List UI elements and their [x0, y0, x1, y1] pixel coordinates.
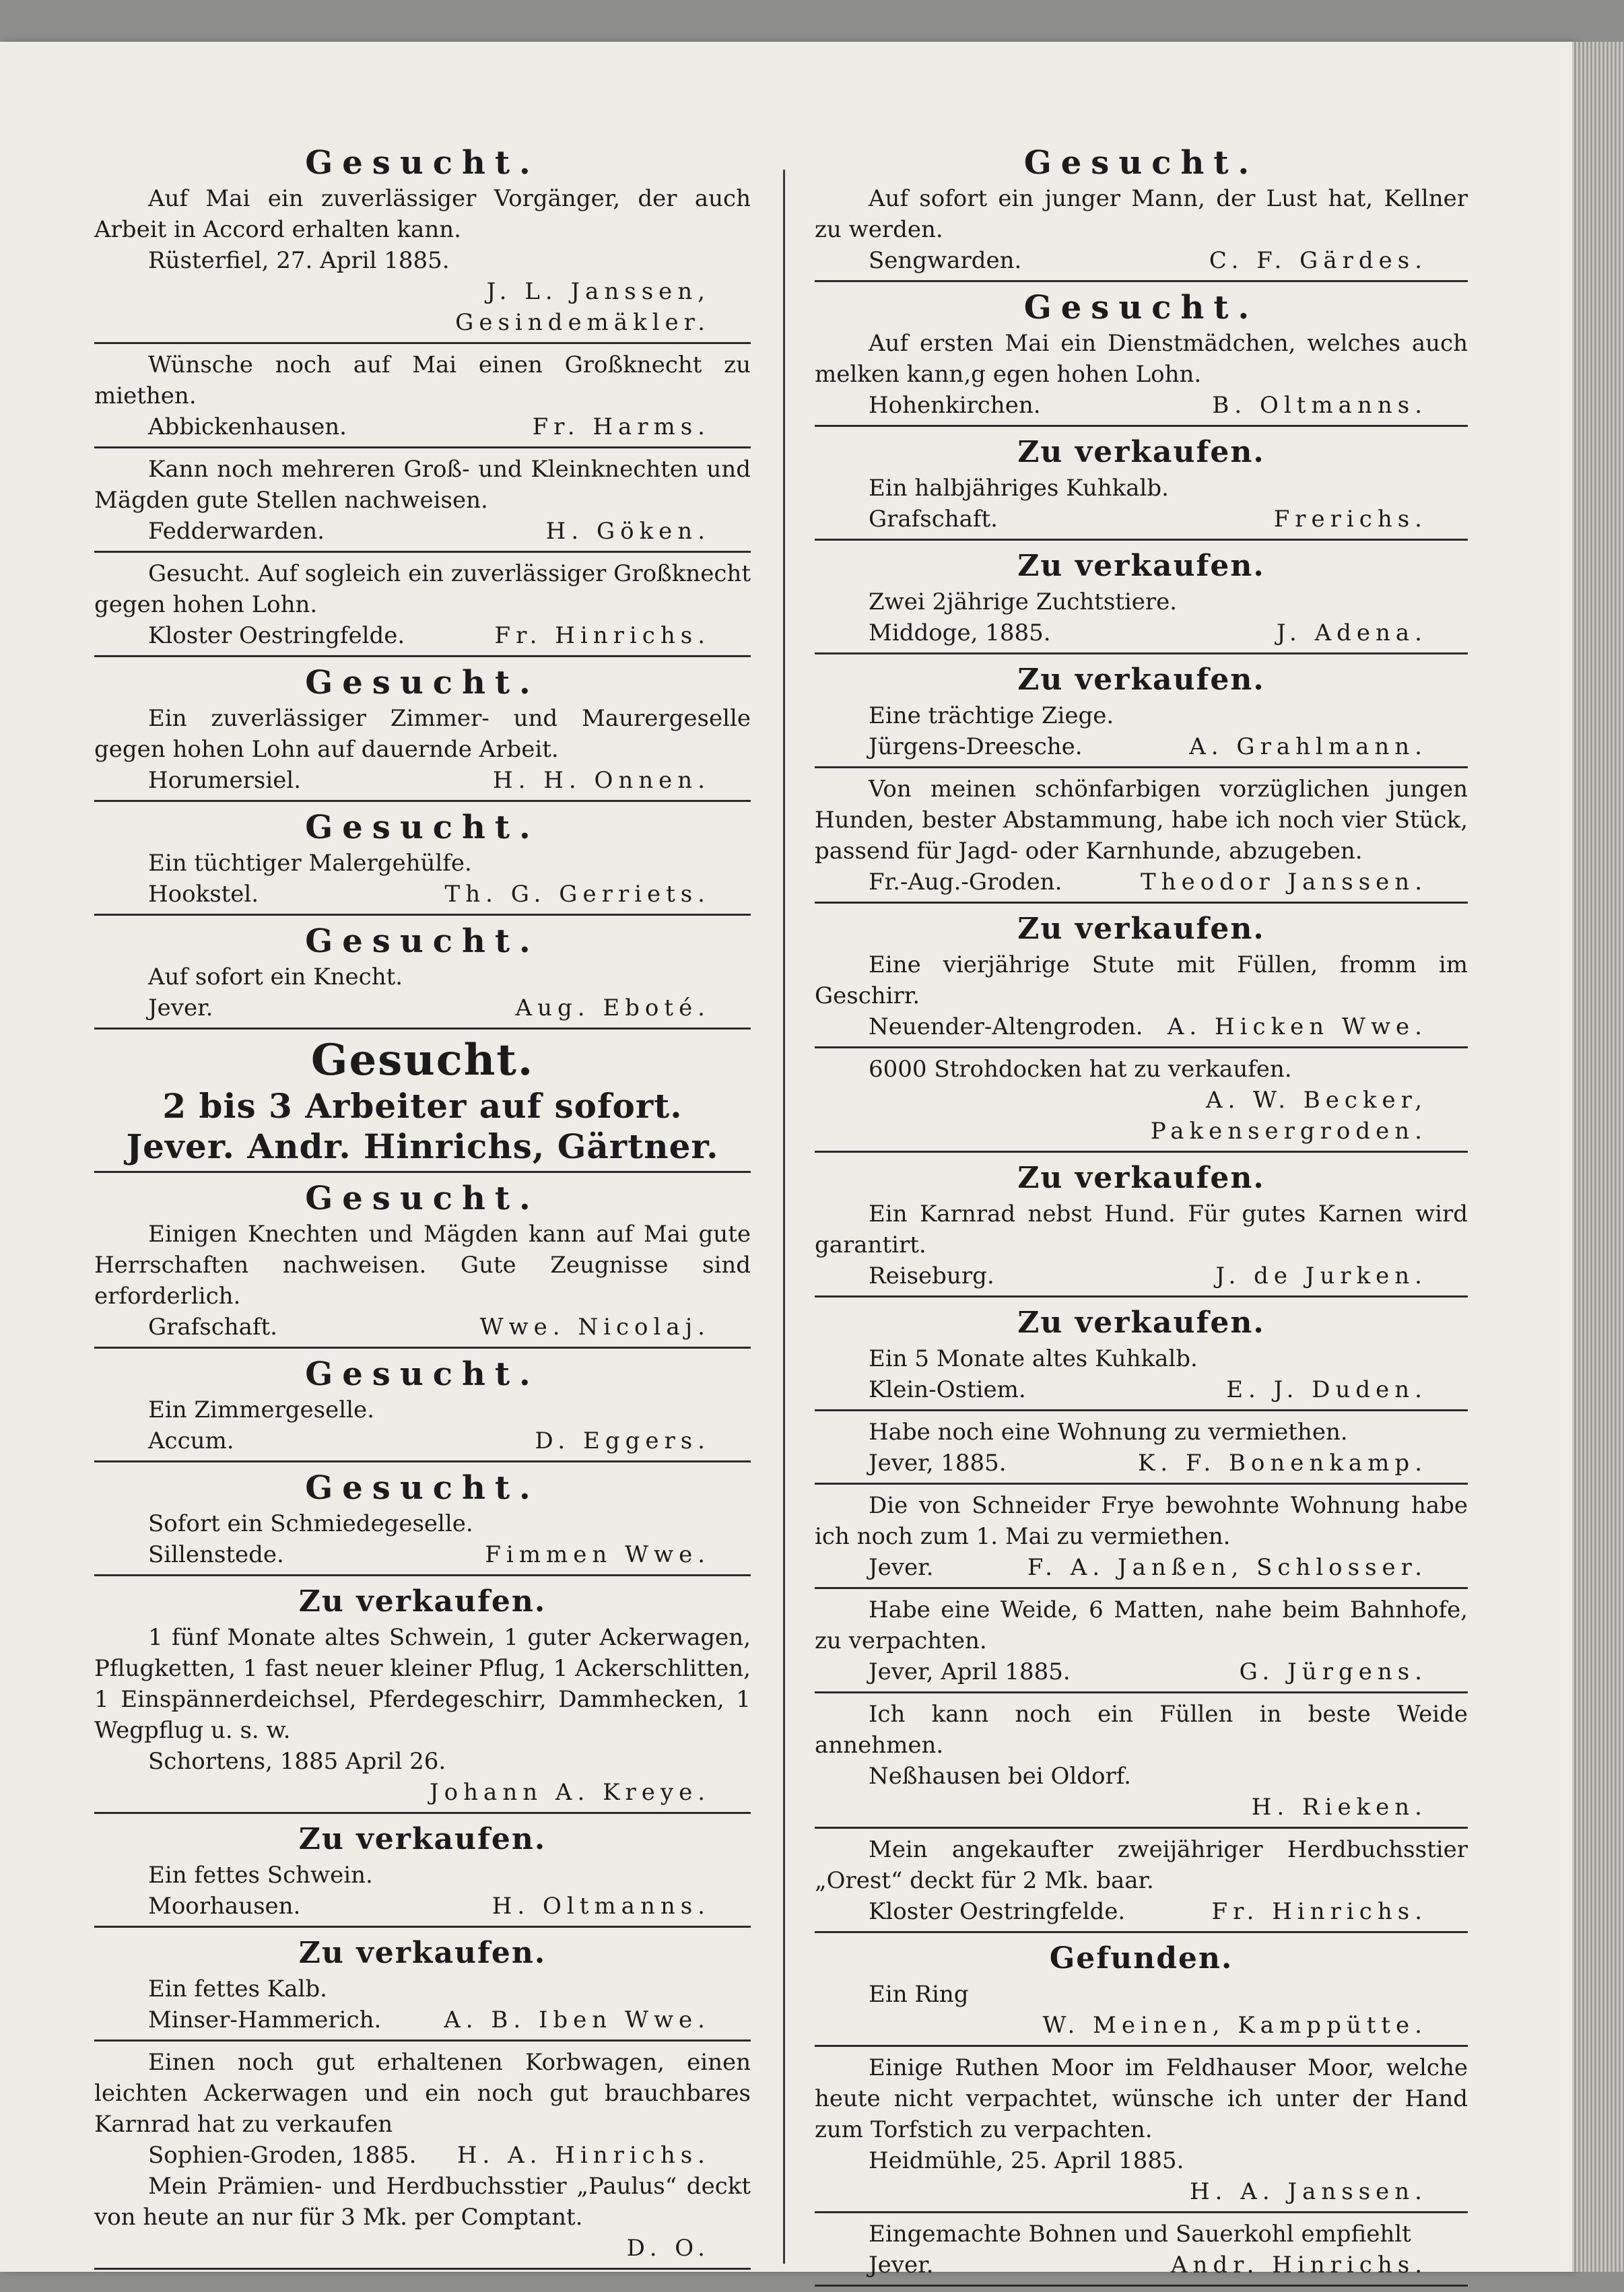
ad-signature: Johann A. Kreye. [430, 1779, 710, 1806]
advertisement [815, 1699, 1468, 1823]
ad-rule [815, 280, 1468, 282]
ad-rule [815, 1827, 1468, 1829]
ad-text: Mein angekaufter zweijähriger Herdbuchsstier „Orest“ deckt für 2 Mk. baar. [815, 1836, 1468, 1894]
ad-place: Grafschaft. [869, 506, 998, 533]
ad-text: Zwei 2jährige Zuchtstiere. [869, 588, 1178, 615]
ad-name: Fimmen Wwe. [485, 1541, 710, 1568]
ad-text: Mein Prämien- und Herdbuchsstier „Paulus“ deckt von heute an nur für 3 Mk. per Comptant. [94, 2173, 751, 2231]
advertisement [94, 349, 751, 442]
advertisement [815, 2219, 1468, 2281]
ad-signature-line [94, 2004, 751, 2035]
ad-signature: J. L. Janssen, [486, 278, 710, 305]
ad-place: Sillenstede. [148, 1541, 284, 1568]
advertisement [815, 1834, 1468, 1927]
ad-place: Sophien-Groden, 1885. [148, 2142, 417, 2169]
ad-rule [815, 1691, 1468, 1693]
ad-place: Jever. [148, 995, 213, 1021]
ad-rule [815, 902, 1468, 904]
ad-signature: H. A. Janssen. [1190, 2178, 1427, 2205]
advertisement [94, 807, 751, 910]
ad-rule [815, 1483, 1468, 1485]
advertisement [815, 2052, 1468, 2207]
advertisement [815, 1054, 1468, 1147]
ad-place: Neuender-Altengroden. [869, 1013, 1143, 1040]
advertisement [94, 921, 751, 1023]
ad-rule [94, 1812, 751, 1814]
ad-place: Moorhausen. [148, 1893, 301, 1920]
ad-heading: Gesucht. [305, 1180, 540, 1217]
ad-rule [815, 2211, 1468, 2213]
ad-rule [815, 1295, 1468, 1297]
ad-signature: H. Rieken. [1251, 1794, 1427, 1821]
left-column [94, 143, 751, 2275]
ad-text: Ein halbjähriges Kuhkalb. [869, 475, 1169, 502]
ad-name: A. Hicken Wwe. [1167, 1013, 1427, 1040]
advertisement [815, 1417, 1468, 1479]
advertisement [94, 1819, 751, 1922]
ad-text: 1 fünf Monate altes Schwein, 1 guter Ackerwagen, Pflugketten, 1 fast neuer kleiner Pflug, 1 Ackerschlitten, 1 Einspännerdeichsel, Pferdegeschirr, Dammhecken, 1 Wegpflug u. s. w. [94, 1624, 751, 1744]
ad-name: K. F. Bonenkamp. [1138, 1450, 1427, 1477]
ad-place: Hookstel. [148, 881, 259, 908]
ad-place: Accum. [148, 1427, 234, 1454]
ad-name: G. Jürgens. [1239, 1658, 1427, 1685]
advertisement [94, 1468, 751, 1570]
ad-text: Eingemachte Bohnen und Sauerkohl empfiehlt [869, 2221, 1411, 2248]
ad-heading: Gesucht. [310, 1035, 535, 1085]
advertisement [815, 1939, 1468, 2041]
advertisement [94, 1582, 751, 1808]
ad-text: 6000 Strohdocken hat zu verkaufen. [869, 1056, 1292, 1083]
ad-text: Auf ersten Mai ein Dienstmädchen, welches auch melken kann,g egen hohen Lohn. [815, 330, 1468, 388]
advertisement [94, 1354, 751, 1456]
ad-text: Ein fettes Schwein. [148, 1862, 373, 1889]
ad-signature-line [94, 992, 751, 1023]
advertisement [94, 2047, 751, 2264]
ad-signature-line [94, 1312, 751, 1343]
ad-name: J. de Jurken. [1215, 1262, 1427, 1289]
ad-text: Neßhausen bei Oldorf. [869, 1763, 1131, 1790]
ad-signature: W. Meinen, Kamppütte. [1042, 2012, 1427, 2039]
ad-signature: Pakensergroden. [1150, 1118, 1427, 1145]
ad-text: Habe eine Weide, 6 Matten, nahe beim Bahnhofe, zu verpachten. [815, 1596, 1468, 1654]
ad-rule [815, 652, 1468, 654]
ad-rule [815, 2045, 1468, 2047]
advertisement [815, 660, 1468, 762]
advertisement [94, 454, 751, 547]
ad-heading: Gefunden. [1049, 1941, 1233, 1976]
ad-place: Horumersiel. [148, 767, 302, 794]
ad-signature-line [815, 1896, 1468, 1927]
ad-signature-line [815, 1260, 1468, 1291]
ad-signature-line [94, 620, 751, 651]
ad-text: Ein fettes Kalb. [148, 1976, 327, 2002]
ad-place: Klein-Ostiem. [869, 1376, 1026, 1403]
ad-signature-line [815, 245, 1468, 276]
ad-rule [94, 551, 751, 553]
ad-heading: Zu verkaufen. [298, 1584, 547, 1619]
ad-rule [815, 2285, 1468, 2287]
ad-heading: Gesucht. [305, 664, 540, 702]
ad-rule [94, 1027, 751, 1030]
ad-place: Sengwarden. [869, 247, 1022, 274]
advertisement [94, 663, 751, 796]
ad-heading: Zu verkaufen. [1017, 1161, 1265, 1195]
ad-place: Kloster Oestringfelde. [869, 1898, 1126, 1925]
ad-name: Fr. Hinrichs. [494, 622, 710, 649]
ad-heading: Gesucht. [305, 809, 540, 846]
ad-rule [94, 2040, 751, 2042]
right-column [815, 143, 1468, 2292]
ad-rule [815, 1587, 1468, 1589]
advertisement [94, 1178, 751, 1343]
advertisement [815, 143, 1468, 276]
ad-place: Jever. [869, 2252, 934, 2279]
ad-text: Eine trächtige Ziege. [869, 702, 1114, 729]
ad-name: Frerichs. [1273, 506, 1427, 533]
ad-signature-line [815, 1656, 1468, 1687]
ad-signature-line [815, 1374, 1468, 1405]
ad-name: H. A. Hinrichs. [456, 2142, 710, 2169]
advertisement [815, 1490, 1468, 1583]
ad-text: Ein tüchtiger Malergehülfe. [148, 850, 472, 877]
advertisement [815, 1303, 1468, 1405]
ad-place: Fr.-Aug.-Groden. [869, 869, 1062, 896]
ad-heading: Zu verkaufen. [1017, 1306, 1265, 1340]
ad-signature-line [815, 1448, 1468, 1479]
ad-signature-line [94, 879, 751, 910]
ad-text: Ich kann noch ein Füllen in beste Weide annehmen. [815, 1701, 1468, 1759]
ad-signature-line [815, 731, 1468, 762]
ad-place: Reiseburg. [869, 1262, 994, 1289]
advertisement [815, 546, 1468, 648]
ad-place: Minser-Hammerich. [148, 2007, 382, 2033]
ad-rule [94, 655, 751, 657]
ad-rule [94, 1347, 751, 1349]
ad-heading: Gesucht. [305, 144, 540, 182]
ad-rule [815, 539, 1468, 541]
ad-signature-line [815, 390, 1468, 421]
ad-rule [94, 1171, 751, 1173]
ad-rule [94, 914, 751, 916]
ad-rule [94, 800, 751, 802]
ad-place: Kloster Oestringfelde. [148, 622, 405, 649]
ad-subheading: 2 bis 3 Arbeiter auf sofort. [162, 1086, 683, 1126]
ad-name: C. F. Gärdes. [1209, 247, 1427, 274]
ad-place: Middoge, 1885. [869, 619, 1051, 646]
ad-text: Einen noch gut erhaltenen Korbwagen, einen leichten Ackerwagen und ein noch gut brauchbares Karnrad hat zu verkaufen [94, 2049, 751, 2138]
ad-signature-line [815, 1552, 1468, 1583]
ad-name: A. Grahlmann. [1189, 733, 1427, 760]
ad-name: Theodor Janssen. [1141, 869, 1427, 896]
advertisement [815, 1594, 1468, 1687]
advertisement [815, 432, 1468, 535]
ad-signature-line [94, 411, 751, 442]
newspaper-page [0, 42, 1572, 2279]
ad-place: Fedderwarden. [148, 518, 325, 545]
advertisement [94, 558, 751, 651]
ad-text: Rüsterfiel, 27. April 1885. [148, 247, 450, 274]
ad-rule [94, 2268, 751, 2270]
ad-signature-line [815, 617, 1468, 648]
ad-name: D. Eggers. [535, 1427, 710, 1454]
ad-place: Jürgens-Dreesche. [869, 733, 1083, 760]
ad-rule [815, 1046, 1468, 1048]
ad-place: Hohenkirchen. [869, 392, 1041, 419]
ad-name: Wwe. Nicolaj. [479, 1314, 710, 1341]
ad-heading: Gesucht. [305, 1355, 540, 1393]
ad-text: Auf sofort ein Knecht. [148, 964, 403, 990]
ad-signature: D. O. [626, 2235, 710, 2262]
ad-rule [94, 446, 751, 448]
ad-name: H. Oltmanns. [492, 1893, 710, 1920]
ad-signature-line [94, 1539, 751, 1570]
advertisement [94, 143, 751, 338]
ad-heading: Gesucht. [1023, 144, 1259, 182]
ad-text: Einige Ruthen Moor im Feldhauser Moor, welche heute nicht verpachtet, wünsche ich unter der Hand zum Torfstich zu verpachten. [815, 2054, 1468, 2143]
ad-signature-line [815, 504, 1468, 535]
ad-name: J. Adena. [1276, 619, 1427, 646]
ad-rule [815, 1409, 1468, 1411]
ad-name: B. Oltmanns. [1212, 392, 1427, 419]
advertisement [815, 1158, 1468, 1291]
ad-signature-line [94, 1425, 751, 1456]
ad-heading: Gesucht. [305, 922, 540, 960]
ad-place: Grafschaft. [148, 1314, 277, 1341]
ad-name: F. A. Janßen, Schlosser. [1027, 1554, 1427, 1581]
ad-signature-line [94, 765, 751, 796]
ad-text: Von meinen schönfarbigen vorzüglichen jungen Hunden, bester Abstammung, habe ich noch vier Stück, passend für Jagd- oder Karnhunde, abzugeben. [815, 776, 1468, 865]
ad-name: Fr. Hinrichs. [1211, 1898, 1427, 1925]
ad-heading: Zu verkaufen. [1017, 549, 1265, 583]
ad-name: Andr. Hinrichs. [1170, 2252, 1427, 2279]
ad-name: H. H. Onnen. [492, 767, 710, 794]
ad-signature-line [815, 867, 1468, 898]
ad-signature-line [94, 2140, 751, 2171]
ad-text: Wünsche noch auf Mai einen Großknecht zu miethen. [94, 351, 751, 409]
ad-heading: Zu verkaufen. [1017, 435, 1265, 469]
advertisement [94, 1035, 751, 1167]
ad-text: Gesucht. Auf sogleich ein zuverlässiger Großknecht gegen hohen Lohn. [94, 560, 751, 618]
advertisement [94, 1933, 751, 2035]
ad-rule [815, 766, 1468, 768]
ad-text: Ein Karnrad nebst Hund. Für gutes Karnen wird garantirt. [815, 1201, 1468, 1258]
ad-signature: Gesindemäkler. [455, 309, 710, 336]
column-divider [783, 170, 785, 2264]
ad-text: Einigen Knechten und Mägden kann auf Mai gute Herrschaften nachweisen. Gute Zeugnisse sind erforderlich. [94, 1221, 751, 1310]
ad-rule [815, 425, 1468, 427]
ad-subheading: Jever. Andr. Hinrichs, Gärtner. [126, 1126, 719, 1166]
ad-signature-line [815, 2250, 1468, 2281]
ad-text: Eine vierjährige Stute mit Füllen, fromm im Geschirr. [815, 951, 1468, 1009]
advertisement [815, 774, 1468, 898]
ad-text: Auf sofort ein junger Mann, der Lust hat, Kellner zu werden. [815, 185, 1468, 243]
ad-rule [815, 1151, 1468, 1153]
advertisement [815, 909, 1468, 1042]
ad-name: H. Göken. [545, 518, 710, 545]
ad-name: Th. G. Gerriets. [444, 881, 710, 908]
ad-text: Die von Schneider Frye bewohnte Wohnung habe ich noch zum 1. Mai zu vermiethen. [815, 1492, 1468, 1550]
ad-name: Aug. Eboté. [515, 995, 710, 1021]
ad-heading: Gesucht. [305, 1469, 540, 1507]
ad-place: Jever, 1885. [869, 1450, 1007, 1477]
ad-text: Heidmühle, 25. April 1885. [869, 2147, 1184, 2174]
ad-name: A. B. Iben Wwe. [444, 2007, 710, 2033]
ad-signature-line [94, 516, 751, 547]
ad-name: Fr. Harms. [532, 413, 710, 440]
ad-text: Ein zuverlässiger Zimmer- und Maurergeselle gegen hohen Lohn auf dauernde Arbeit. [94, 705, 751, 763]
ad-rule [94, 1460, 751, 1462]
ad-signature-line [815, 1011, 1468, 1042]
ad-text: Ein 5 Monate altes Kuhkalb. [869, 1345, 1198, 1372]
ad-name: E. J. Duden. [1226, 1376, 1427, 1403]
page-edge-stack [1572, 42, 1624, 2272]
ad-text: Habe noch eine Wohnung zu vermiethen. [869, 1419, 1348, 1446]
ad-signature: A. W. Becker, [1206, 1087, 1427, 1114]
ad-place: Abbickenhausen. [148, 413, 347, 440]
ad-place: Jever, April 1885. [869, 1658, 1071, 1685]
ad-heading: Zu verkaufen. [1017, 663, 1265, 697]
ad-rule [94, 1926, 751, 1928]
ad-heading: Zu verkaufen. [298, 1822, 547, 1856]
ad-heading: Gesucht. [1023, 289, 1259, 327]
ad-text: Sofort ein Schmiedegeselle. [148, 1510, 473, 1537]
ad-rule [94, 1574, 751, 1576]
ad-signature-line [94, 1891, 751, 1922]
ad-place: Jever. [869, 1554, 934, 1581]
ad-heading: Zu verkaufen. [298, 1936, 547, 1970]
ad-text: Kann noch mehreren Groß- und Kleinknechten und Mägden gute Stellen nachweisen. [94, 456, 751, 514]
ad-heading: Zu verkaufen. [1017, 912, 1265, 946]
ad-text: Ein Zimmergeselle. [148, 1396, 374, 1423]
advertisement [815, 288, 1468, 421]
ad-text: Ein Ring [869, 1981, 969, 2008]
ad-text: Schortens, 1885 April 26. [148, 1748, 446, 1775]
ad-rule [815, 1931, 1468, 1933]
ad-rule [94, 342, 751, 344]
ad-text: Auf Mai ein zuverlässiger Vorgänger, der auch Arbeit in Accord erhalten kann. [94, 185, 751, 243]
